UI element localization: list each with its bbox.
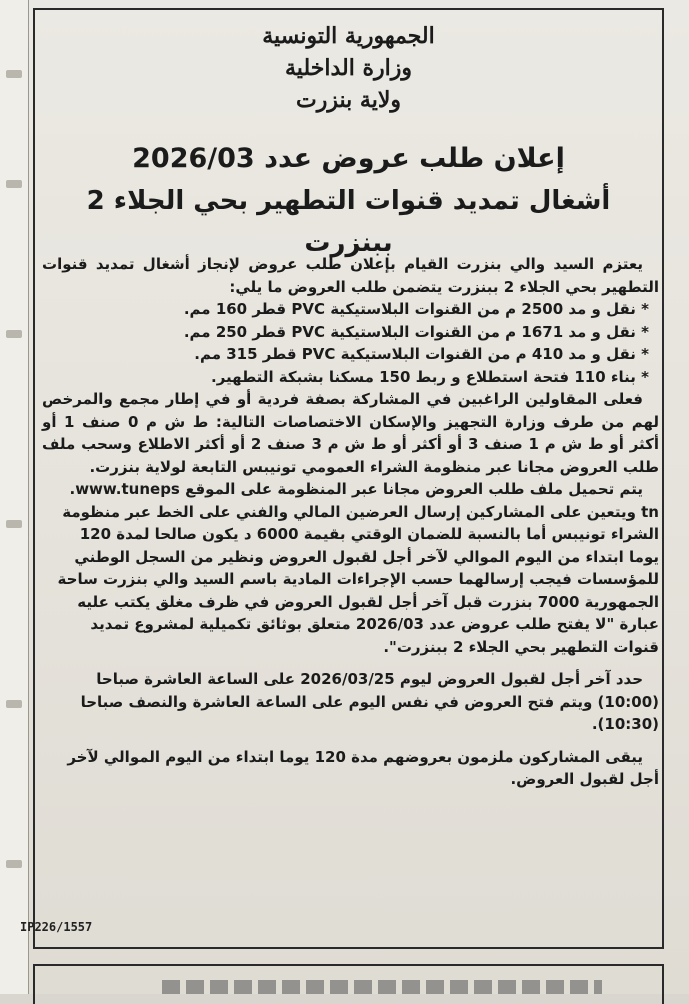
intro-paragraph: يعتزم السيد والي بنزرت القيام بإعلان طلب عروض لإنجاز أشغال تمديد قنوات التطهير بحي الجلاء 2 ببنزرت يتضمن طلب العروض ما يلي:: [42, 255, 659, 296]
next-announcement-frame: [33, 964, 664, 1004]
deadline-paragraph: حدد آخر أجل لقبول العروض ليوم 2026/03/25 على الساعة العاشرة صباحا (10:00) ويتم فتح العروض في نفس اليوم على الساعة العاشرة والنصف صباحا (10:30).: [80, 670, 659, 733]
list-item: * نقل و مد 410 م من القنوات البلاستيكية PVC قطر 315 مم.: [194, 345, 649, 363]
tender-titles: [40, 138, 657, 264]
governorate-heading: ولاية بنزرت: [296, 87, 401, 113]
ministry-heading: وزارة الداخلية: [285, 55, 412, 81]
validity-paragraph: يبقى المشاركون ملزمون بعروضهم مدة 120 يوما ابتداء من اليوم الموالي لآخر أجل لقبول العروض.: [67, 747, 659, 788]
list-item: * نقل و مد 1671 م من القنوات البلاستيكية PVC قطر 250 مم.: [183, 322, 649, 341]
reference-number: IP226/1557: [20, 920, 93, 934]
cropped-next-title: [162, 980, 602, 994]
list-item: * نقل و مد 2500 م من القنوات البلاستيكية PVC قطر 160 مم.: [183, 300, 649, 318]
announcement-title: إعلان طلب عروض عدد 2026/03: [132, 143, 565, 174]
adjacent-column-edge: [0, 0, 29, 994]
republic-heading: الجمهورية التونسية: [262, 23, 435, 49]
issuer-header: [40, 20, 657, 116]
project-title: أشغال تمديد قنوات التطهير بحي الجلاء 2 ببنزرت: [86, 186, 611, 258]
contractors-paragraph: فعلى المقاولين الراغبين في المشاركة بصفة فردية أو في إطار مجمع والمرخص لهم من طرف وزارة التجهيز والإسكان الاختصاصات التالية: ط ش م 0 صنف 1 أو أكثر أو ط ش م 1 صنف 3 أو أكثر أو ط ش م 3 صنف 2 أو أكثر الاطلاع وسحب ملف طلب العروض مجانا عبر منظومة الشراء العمومي تونيبس التابعة لولاية بنزرت.: [42, 390, 660, 476]
procedure-paragraph: يتم تحميل ملف طلب العروض مجانا عبر المنظومة على الموقع www.tuneps. tn ويتعين على المشاركين إرسال العرضين المالي والفني على الخط عبر منظومة الشراء تونيبس أما بالنسبة للضمان الوقتي بقيمة 6000 د يكون صالحا لمدة 120 يوما ابتداء من اليوم الموالي لآخر أجل لقبول العروض ونظير من السجل الوطني للمؤسسات فيجب إرسالهما حسب الإجراءات المادية باسم السيد والي بنزرت ساحة الجمهورية 7000 بنزرت قبل آخر أجل لقبول العروض في ظرف مغلق يكتب عليه عبارة "لا يفتح طلب عروض عدد 2026/03 متعلق بوثائق تكميلية لمشروع تمديد قنوات التطهير بحي الجلاء 2 ببنزرت".: [57, 480, 659, 656]
announcement-body: [42, 253, 659, 791]
list-item: * بناء 110 فتحة استطلاع و ربط 150 مسكنا بشبكة التطهير.: [211, 367, 649, 386]
